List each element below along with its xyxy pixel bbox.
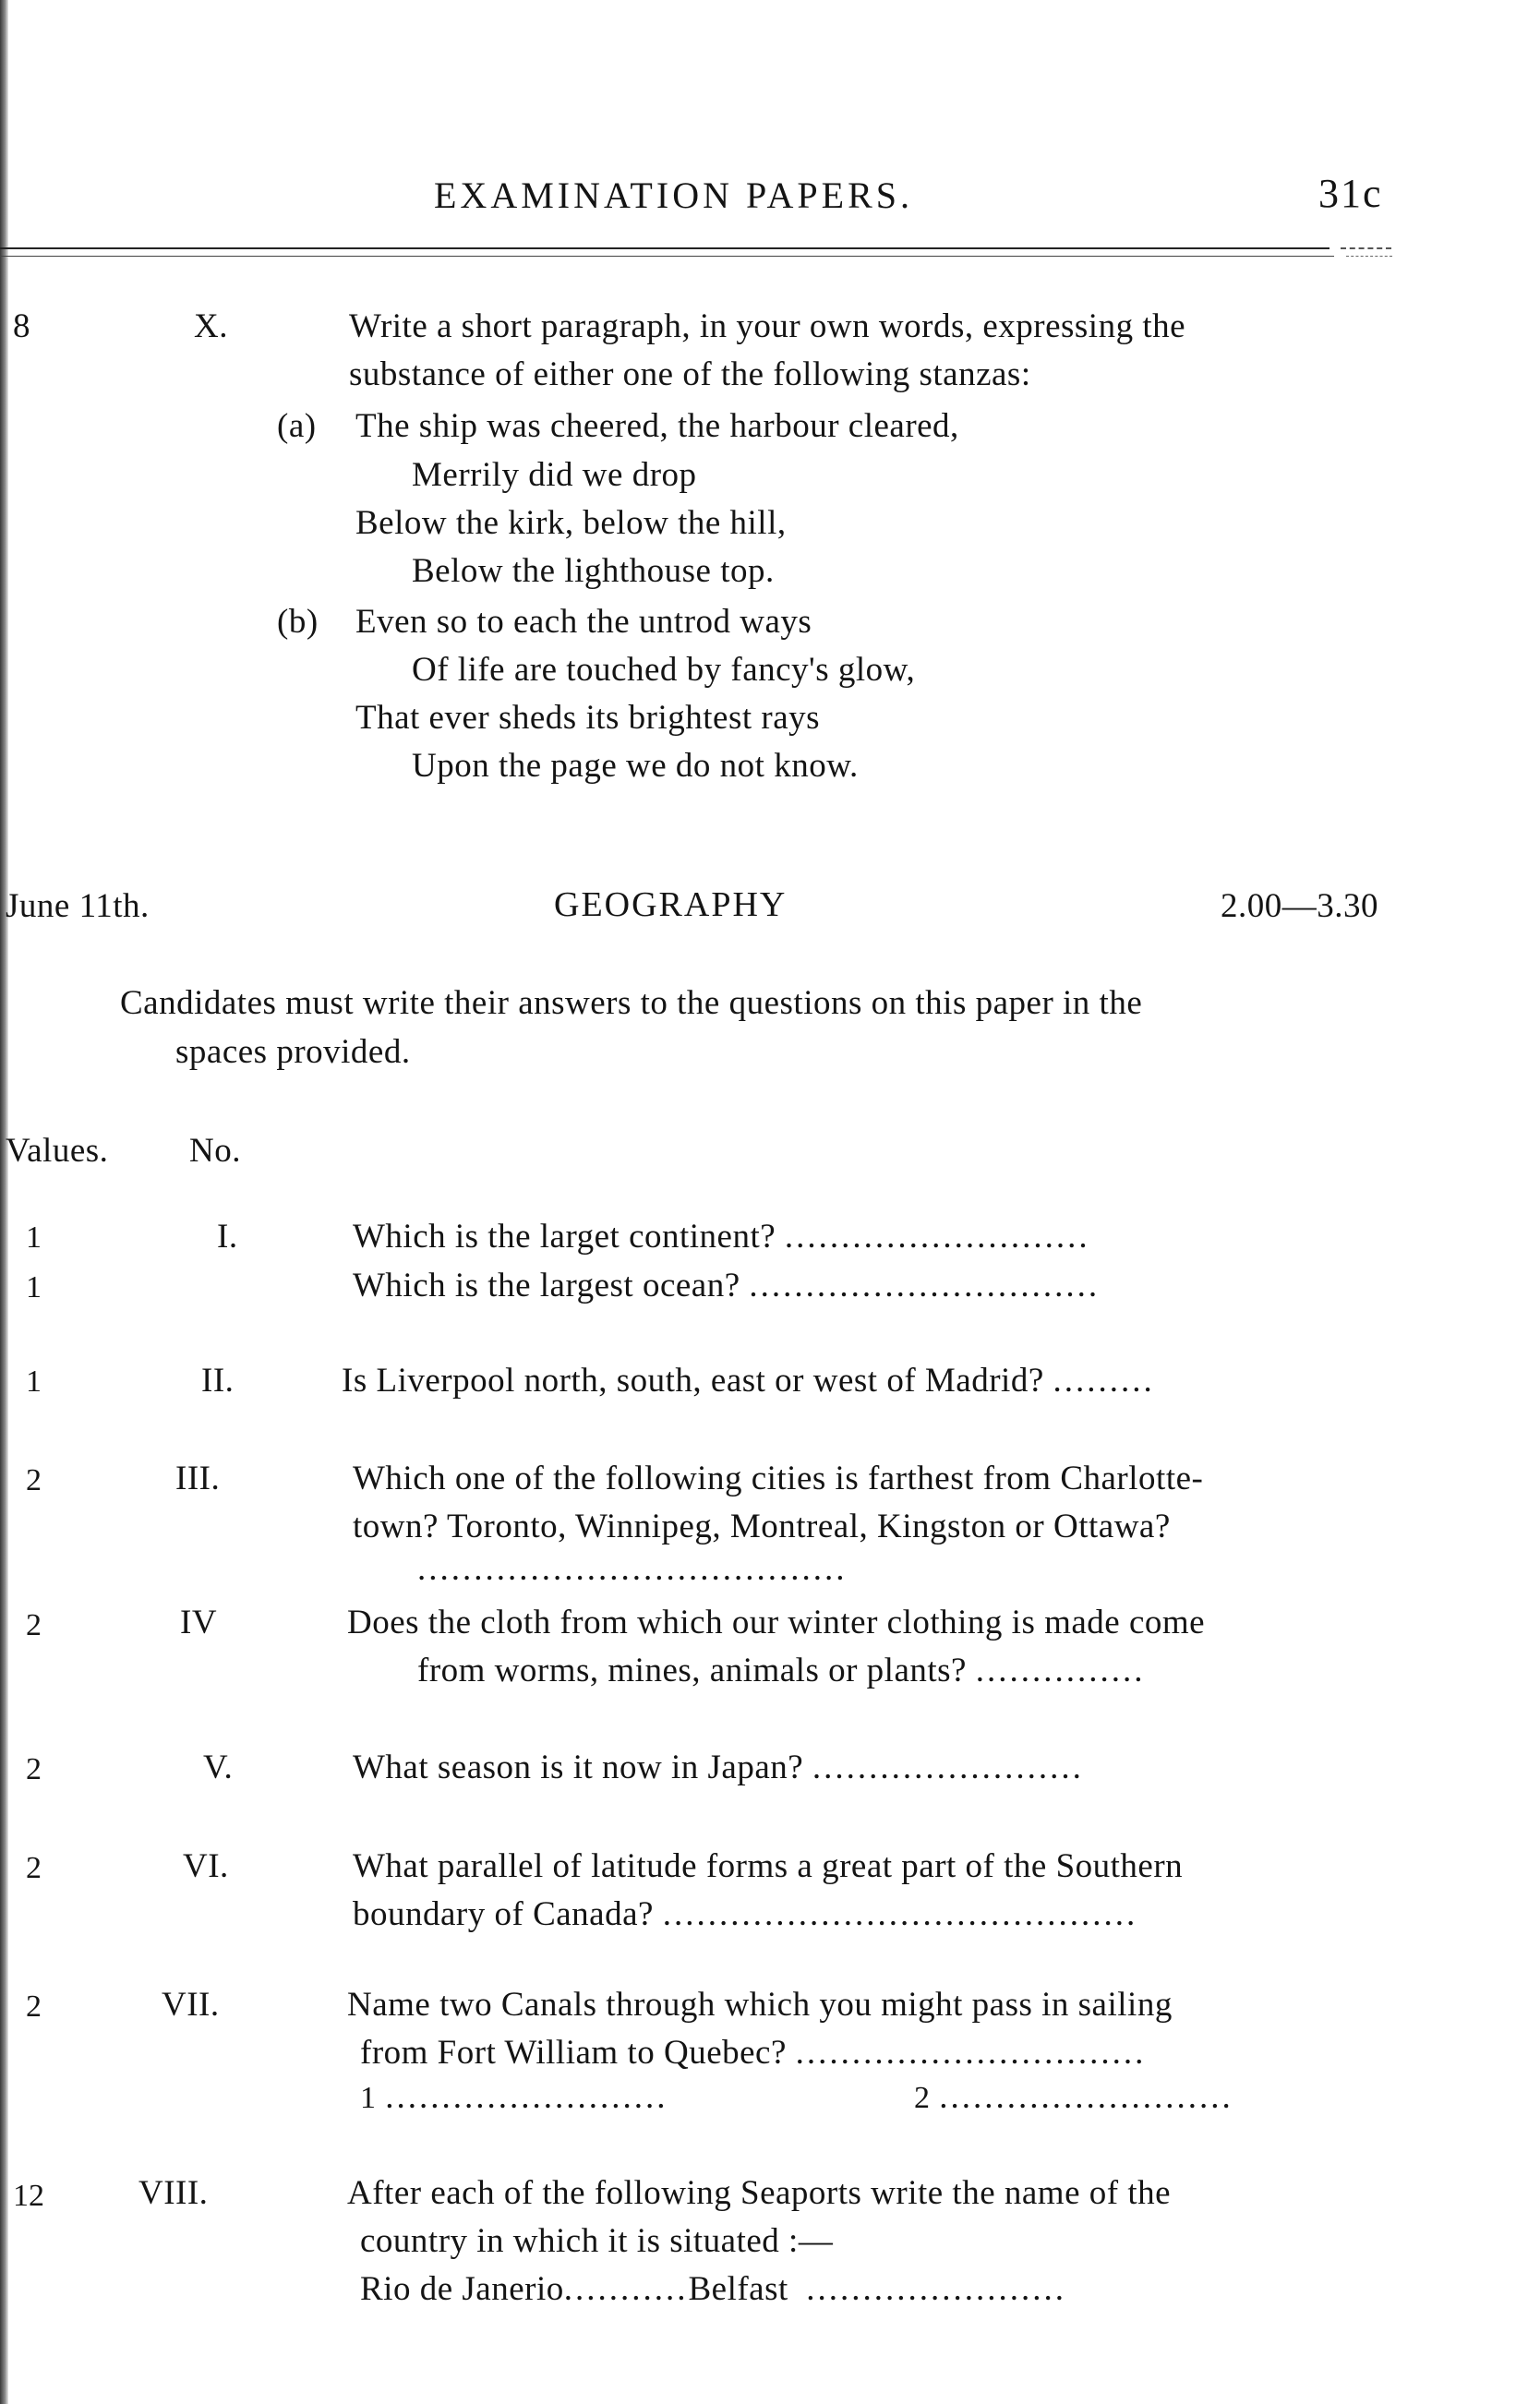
- header-rule-bottom: [0, 256, 1334, 257]
- question-x-intro-line1: Write a short paragraph, in your own words, expressing the: [349, 307, 1186, 345]
- question-x-intro-line2: substance of either one of the following stanzas:: [349, 355, 1031, 393]
- question-value: 1: [26, 1270, 42, 1304]
- question-text: Which one of the following cities is farthest from Charlotte-: [353, 1460, 1204, 1497]
- stanza-a-line: The ship was cheered, the harbour cleared,: [355, 407, 959, 445]
- stanza-a-label: (a): [277, 407, 317, 445]
- page-number: 31c: [1318, 171, 1383, 216]
- question-text: Which is the larget continent?: [353, 1218, 785, 1256]
- question-number: I.: [217, 1218, 238, 1256]
- question-value: 12: [13, 2179, 44, 2213]
- question-x-number: X.: [194, 307, 228, 345]
- answer-blank[interactable]: ...............: [975, 1652, 1146, 1689]
- question-value: 2: [26, 1608, 42, 1642]
- header-rule-tail-bottom: [1346, 256, 1392, 257]
- stanza-b-line: Of life are touched by fancy's glow,: [412, 651, 916, 689]
- question-number: VI.: [183, 1847, 229, 1885]
- exam-time: 2.00—3.30: [1221, 887, 1378, 925]
- blank-label: 2: [914, 2081, 931, 2115]
- page-spine-shadow: [0, 0, 8, 2404]
- instructions-line2: spaces provided.: [175, 1033, 411, 1071]
- question-text: boundary of Canada?: [353, 1895, 663, 1933]
- question-text: Name two Canals through which you might pass in sailing: [347, 1986, 1173, 2024]
- question-text: country in which it is situated :—: [360, 2222, 834, 2260]
- instructions-line1: Candidates must write their answers to the questions on this paper in the: [120, 984, 1143, 1022]
- question-text: What parallel of latitude forms a great part of the Southern: [353, 1847, 1184, 1885]
- answer-blank[interactable]: ...........: [563, 2270, 689, 2308]
- answer-blank-canal-2[interactable]: ..........................: [939, 2078, 1233, 2116]
- answer-blank[interactable]: ...............................: [749, 1267, 1101, 1304]
- running-header-title: EXAMINATION PAPERS.: [434, 174, 914, 216]
- column-header-values: Values.: [6, 1132, 109, 1170]
- question-value: 2: [26, 1463, 42, 1497]
- header-rule-top: [0, 247, 1329, 249]
- stanza-b-line: Upon the page we do not know.: [412, 747, 859, 785]
- question-number: VII.: [162, 1986, 220, 2024]
- question-text: Does the cloth from which our winter clothing is made come: [347, 1604, 1206, 1641]
- question-text: town? Toronto, Winnipeg, Montreal, Kingston or Ottawa?: [353, 1508, 1171, 1545]
- question-number: V.: [203, 1749, 234, 1786]
- stanza-a-line: Merrily did we drop: [412, 456, 697, 494]
- header-rule-tail-top: [1341, 247, 1391, 249]
- answer-blank-canal-1[interactable]: .........................: [385, 2078, 668, 2116]
- column-header-number: No.: [189, 1132, 241, 1170]
- question-text: After each of the following Seaports write the name of the: [347, 2174, 1172, 2212]
- question-text: Which is the largest ocean?: [353, 1267, 750, 1304]
- answer-blank[interactable]: ......................................: [417, 1550, 848, 1588]
- answer-blank[interactable]: ...........................: [784, 1218, 1090, 1256]
- question-text: What season is it now in Japan?: [353, 1749, 812, 1786]
- stanza-b-label: (b): [277, 603, 319, 641]
- blank-label: 1: [360, 2081, 377, 2115]
- question-text: from Fort William to Quebec?: [360, 2034, 796, 2072]
- section-title: GEOGRAPHY: [554, 885, 788, 924]
- question-number: III.: [175, 1460, 221, 1497]
- exam-date: June 11th.: [6, 887, 150, 925]
- stanza-b-line: That ever sheds its brightest rays: [355, 699, 821, 737]
- question-value: 1: [26, 1220, 42, 1255]
- question-number: IV: [180, 1604, 218, 1641]
- answer-blank[interactable]: .........: [1053, 1362, 1155, 1400]
- answer-blank[interactable]: ..........................................: [662, 1895, 1138, 1933]
- question-value: 1: [26, 1364, 42, 1399]
- question-value: 2: [26, 1989, 42, 2024]
- question-text: from worms, mines, animals or plants?: [417, 1652, 976, 1689]
- question-x-value: 8: [13, 307, 30, 345]
- stanza-b-line: Even so to each the untrod ways: [355, 603, 812, 641]
- question-value: 2: [26, 1752, 42, 1786]
- answer-blank[interactable]: ........................: [812, 1749, 1084, 1786]
- question-number: VIII.: [138, 2174, 209, 2212]
- question-text: Is Liverpool north, south, east or west of Madrid?: [342, 1362, 1053, 1400]
- question-number: II.: [201, 1362, 235, 1400]
- stanza-a-line: Below the kirk, below the hill,: [355, 504, 787, 542]
- seaport-name: Belfast: [688, 2270, 788, 2308]
- seaport-name: Rio de Janerio: [360, 2270, 564, 2308]
- question-value: 2: [26, 1851, 42, 1885]
- answer-blank[interactable]: .......................: [806, 2270, 1067, 2308]
- stanza-a-line: Below the lighthouse top.: [412, 552, 775, 590]
- answer-blank[interactable]: ...............................: [795, 2034, 1147, 2072]
